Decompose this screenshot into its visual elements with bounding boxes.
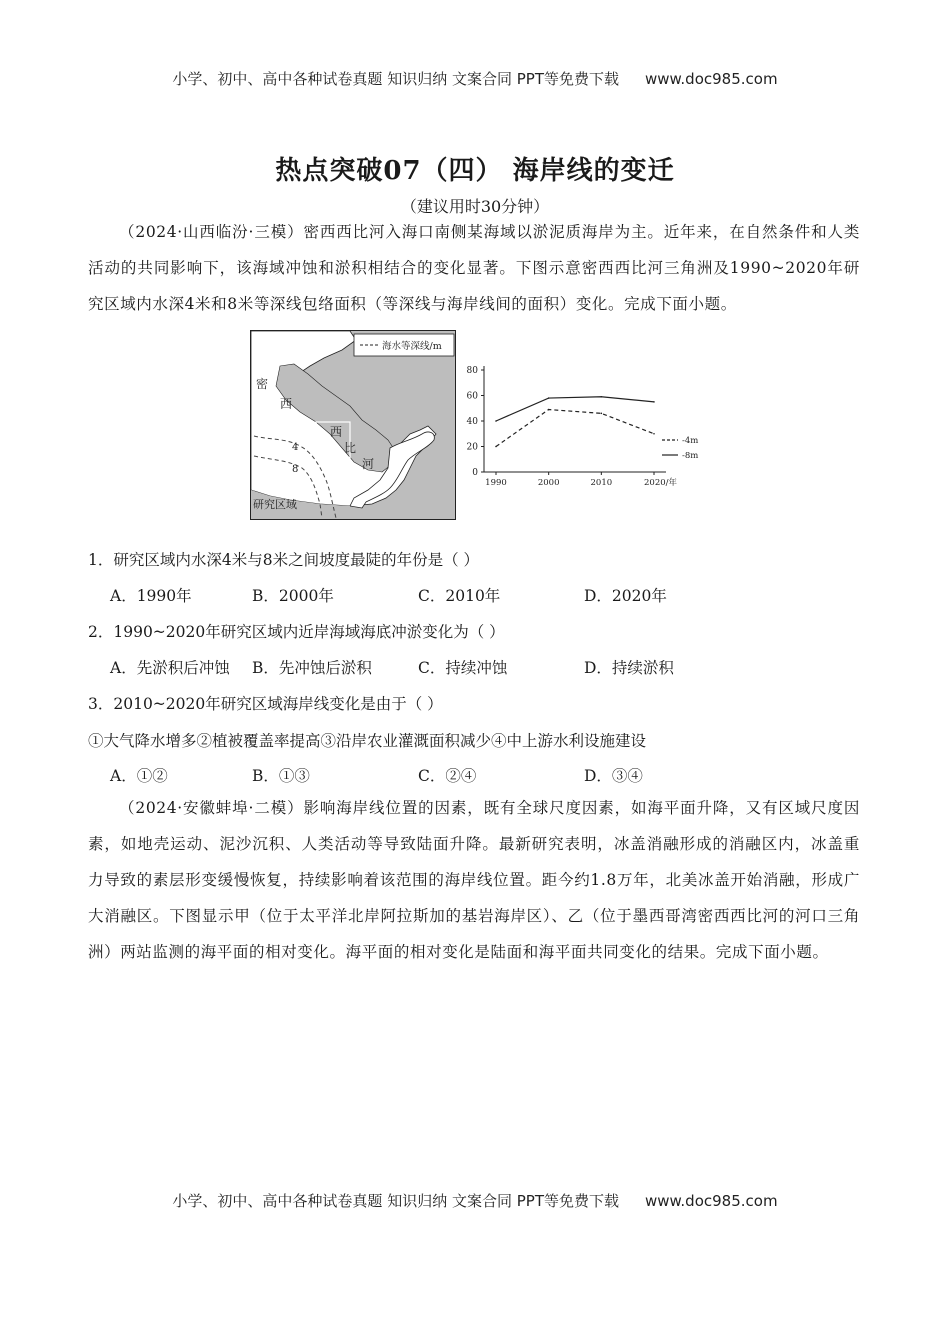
- map-label-2: 西: [280, 397, 293, 411]
- q1-option-d[interactable]: D．2020年: [584, 587, 667, 605]
- legend-box: [354, 334, 454, 356]
- chart-legend: [662, 436, 698, 461]
- passage-1: （2024·山西临汾·三模）密西西比河入海口南侧某海域以淤泥质海岸为主。近年来，在自然条件和人类活动的共同影响下，该海域冲蚀和淤积相结合的变化显著。下图示意密西西比河三角洲及1990~2020年研究区域内水深4米和8米等深线包络面积（等深线与海岸线间的面积）变化。完成下面小题。: [88, 223, 860, 313]
- page-subtitle: （建议用时30分钟）: [400, 197, 550, 216]
- page-footer: [0, 1190, 950, 1211]
- q3-option-a[interactable]: A．①②: [110, 767, 168, 785]
- header-site[interactable]: www.doc985.com: [644, 70, 778, 88]
- q1-option-b[interactable]: B．2000年: [252, 587, 334, 605]
- question-2-stem: 2．1990~2020年研究区域内近岸海域海底冲淤变化为（ ）: [88, 623, 505, 641]
- footer-text: 小学、初中、高中各种试卷真题 知识归纳 文案合同 PPT等免费下载: [172, 1192, 619, 1210]
- q2-option-d[interactable]: D．持续淤积: [584, 659, 674, 677]
- series-line-minus-8m: [496, 397, 654, 421]
- y-tick-label-40: 40: [466, 417, 478, 427]
- q1-option-c[interactable]: C．2010年: [418, 587, 501, 605]
- question-3-stem: 3．2010~2020年研究区域海岸线变化是由于（ ）: [88, 695, 443, 713]
- point-minus-8m-2020: [653, 401, 655, 403]
- y-tick-label-60: 60: [466, 391, 478, 402]
- q1-option-a[interactable]: A．1990年: [110, 587, 192, 605]
- x-tick-label-2000: 2000: [537, 478, 560, 488]
- x-tick-label-2010: 2010: [590, 478, 613, 488]
- point-minus-4m-2010: [601, 413, 603, 415]
- map-label-4: 比: [344, 441, 357, 455]
- q2-option-c[interactable]: C．持续冲蚀: [418, 659, 508, 677]
- chart-series: [495, 396, 655, 447]
- chart-axes: [467, 366, 678, 488]
- y-tick-label-20: 20: [466, 442, 478, 453]
- area-line-chart: [456, 360, 716, 490]
- point-minus-8m-2000: [548, 397, 550, 399]
- x-tick-label-1990: 1990: [485, 478, 507, 488]
- q3-option-c[interactable]: C．②④: [418, 767, 477, 785]
- q2-option-a[interactable]: A．先淤积后冲蚀: [110, 659, 230, 677]
- depth-label-8: 8: [292, 464, 299, 475]
- series-line-minus-4m: [496, 410, 654, 447]
- map-label-1: 密: [256, 377, 269, 391]
- question-3-items: ①大气降水增多②植被覆盖率提高③沿岸农业灌溉面积减少④中上游水利设施建设: [88, 732, 647, 750]
- map-label-3: 西: [330, 425, 343, 439]
- depth-label-4: 4: [292, 442, 299, 453]
- page-header: [0, 68, 950, 89]
- legend-label-minus-4m: -4m: [682, 436, 699, 446]
- y-tick-label-0: 0: [472, 468, 478, 478]
- point-minus-4m-2000: [548, 409, 550, 411]
- question-1-stem: 1．研究区域内水深4米与8米之间坡度最陡的年份是（ ）: [88, 551, 480, 569]
- point-minus-8m-2010: [601, 396, 603, 398]
- x-tick-label-2020: 2020/年: [644, 478, 677, 488]
- footer-site[interactable]: www.doc985.com: [644, 1192, 778, 1210]
- q2-option-b[interactable]: B．先冲蚀后淤积: [252, 659, 372, 677]
- passage-2: （2024·安徽蚌埠·二模）影响海岸线位置的因素，既有全球尺度因素，如海平面升降，又有区域尺度因素，如地壳运动、泥沙沉积、人类活动等导致陆面升降。最新研究表明，冰盖消融形成的消融区内，冰盖重力导致的素层形变缓慢恢复，持续影响着该范围的海岸线位置。距今约1.8万年，北美冰盖开始消融，形成广大消融区。下图显示甲（位于太平洋北岸阿拉斯加的基岩海岸区）、乙（位于墨西哥湾密西西比河的河口三角洲）两站监测的海平面的相对变化。海平面的相对变化是陆面和海平面共同变化的结果。完成下面小题。: [88, 799, 860, 961]
- region-label: 研究区域: [253, 498, 297, 511]
- point-minus-4m-1990: [495, 446, 497, 448]
- map-label-5: 河: [362, 457, 375, 471]
- page-title: 热点突破07（四） 海岸线的变迁: [275, 156, 675, 186]
- point-minus-8m-1990: [495, 420, 497, 422]
- delta-map: [250, 330, 456, 520]
- legend-label-minus-8m: -8m: [682, 451, 699, 461]
- header-text: 小学、初中、高中各种试卷真题 知识归纳 文案合同 PPT等免费下载: [172, 70, 619, 88]
- q3-option-d[interactable]: D．③④: [584, 767, 643, 785]
- point-minus-4m-2020: [653, 433, 655, 435]
- q3-option-b[interactable]: B．①③: [252, 767, 310, 785]
- y-tick-label-80: 80: [466, 366, 478, 376]
- legend-label: 海水等深线/m: [382, 341, 442, 352]
